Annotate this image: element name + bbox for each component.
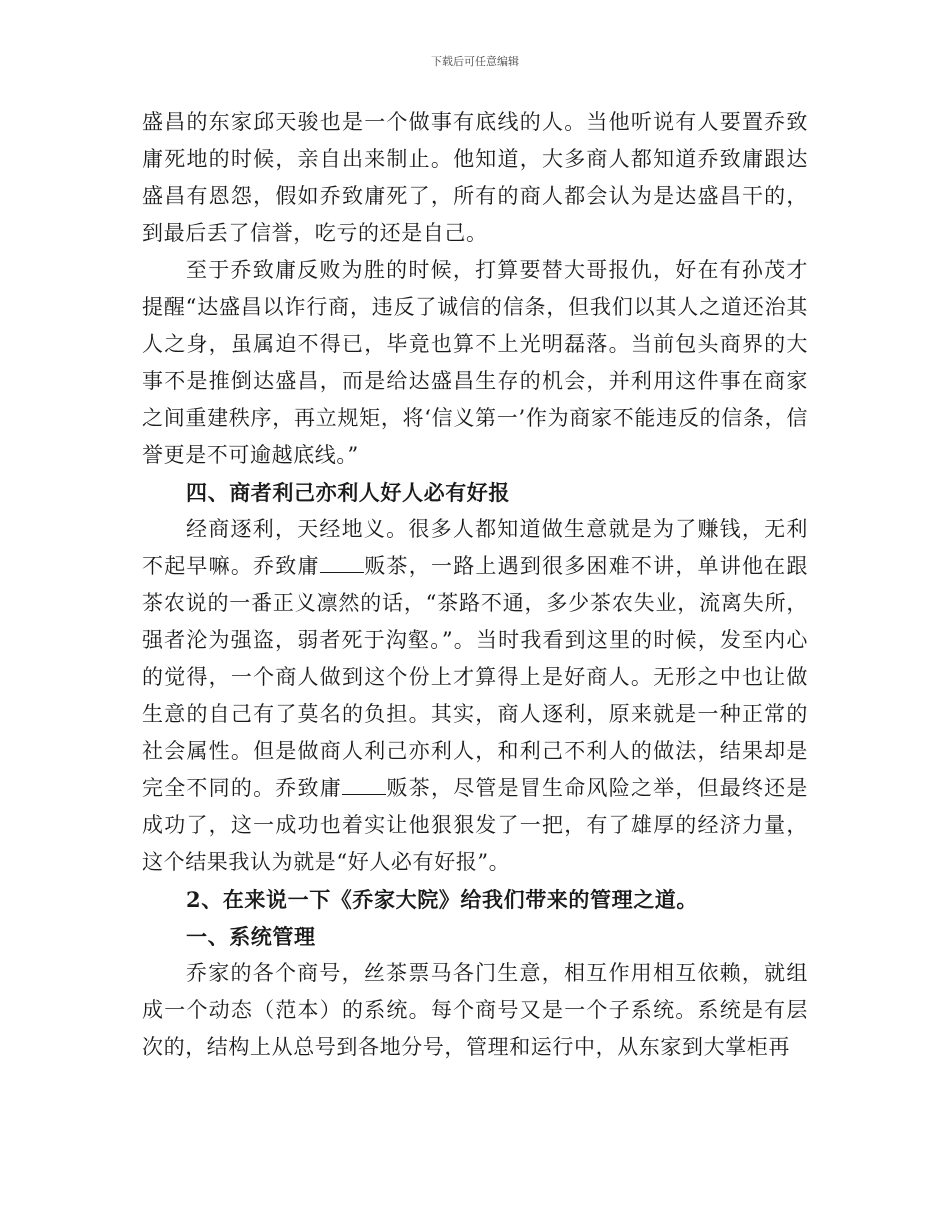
paragraph-3: [142, 511, 808, 881]
paragraph-3-part-3: 贩茶，尽管是冒生命风险之举，但最终还是成功了，这一成功也着实让他狠狠发了一把，有了雄厚的经济力量，这个结果我认为就是“好人必有好报”。: [142, 776, 808, 874]
section-heading-4: 四、商者利己亦利人好人必有好报: [186, 480, 510, 505]
section-heading-2: 2、在来说一下《乔家大院》给我们带来的管理之道。: [186, 887, 699, 912]
blank-line: [342, 776, 386, 795]
subsection-heading-1: 一、系统管理: [186, 924, 316, 949]
paragraph-4: 乔家的各个商号，丝茶票马各门生意，相互作用相互依赖，就组成一个动态（范本）的系统。每个商号又是一个子系统。系统是有层次的，结构上从总号到各地分号，管理和运行中，从东家到大掌柜再: [142, 961, 808, 1059]
page-header: 下载后可任意编辑: [431, 55, 519, 68]
paragraph-3-part-1: 经商逐利，天经地义。很多人都知道做生意就是为了赚钱，无利不起早嘛。乔致庸: [142, 517, 808, 578]
paragraph-3-part-2: 贩茶，一路上遇到很多困难不讲，单讲他在跟茶农说的一番正义凛然的话，“茶路不通，多少茶农失业，流离失所，强者沦为强盗，弱者死于沟壑。”。当时我看到这里的时候，发至内心的觉得，一个商人做到这个份上才算得上是好商人。无形之中也让做生意的自己有了莫名的负担。其实，商人逐利，原来就是一种正常的社会属性。但是做商人利己亦利人，和利己不利人的做法，结果却是完全不同的。乔致庸: [142, 554, 808, 800]
paragraph-2: 至于乔致庸反败为胜的时候，打算要替大哥报仇，好在有孙茂才提醒“达盛昌以诈行商，违反了诚信的信条，但我们以其人之道还治其人之身，虽属迫不得已，毕竟也算不上光明磊落。当前包头商界的大事不是推倒达盛昌，而是给达盛昌生存的机会，并利用这件事在商家之间重建秩序，再立规矩，将‘信义第一’作为商家不能违反的信条，信誉更是不可逾越底线。”: [142, 258, 808, 467]
paragraph-1: 盛昌的东家邱天骏也是一个做事有底线的人。当他听说有人要置乔致庸死地的时候，亲自出来制止。他知道，大多商人都知道乔致庸跟达盛昌有恩怨，假如乔致庸死了，所有的商人都会认为是达盛昌干的，到最后丢了信誉，吃亏的还是自己。: [142, 110, 808, 245]
blank-line: [320, 554, 364, 573]
document-body: [142, 104, 808, 1066]
